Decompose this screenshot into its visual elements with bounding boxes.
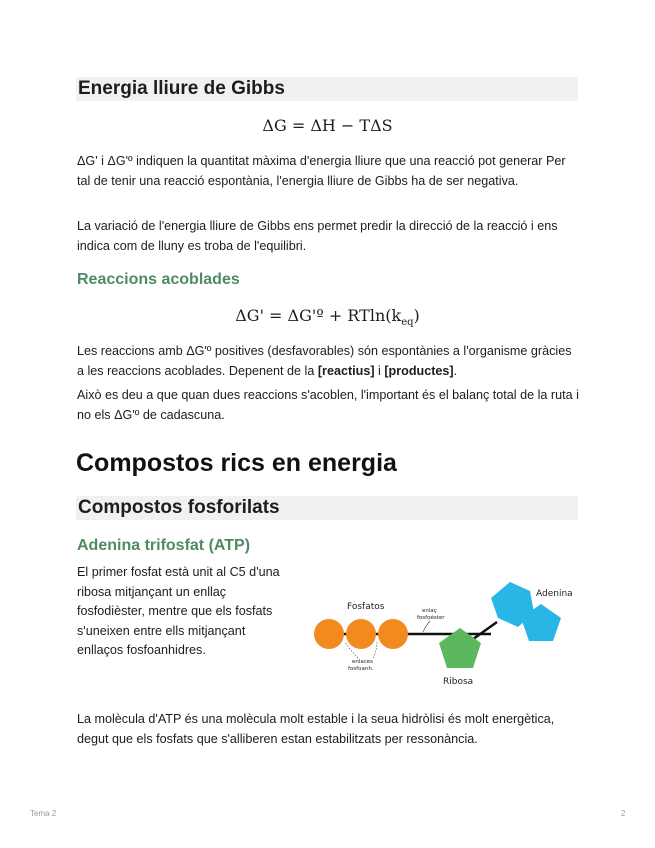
gibbs-paragraph-1: ΔG' i ΔG'º indiquen la quantitat màxima d'energia lliure que una reacció pot generar Per tal de tenir una reacció espontània, l'energia lliure de Gibbs ha de ser negativa. [77,154,566,188]
coupled-paragraph-1 [77,342,579,381]
atp-paragraph: El primer fosfat està unit al C5 d'una ribosa mitjançant un enllaç fosfodièster, mentre que els fosfats s'uneixen entre ells mitjançant enllaços fosfoanhidres. [77,565,280,657]
section-title-coupled: Reaccions acoblades [77,271,240,288]
ester-pointer [423,621,430,632]
coupled-paragraph-1-text: Les reaccions amb ΔG'º positives (desfavorables) són espontànies a l'organisme gràcies a les reaccions acoblades. Depenent de la [77,344,572,378]
gibbs-formula: ΔG = ΔH − TΔS [262,116,393,135]
coupled-formula [0,306,655,328]
atp-diagram [305,572,590,690]
section-title-phosphorylated: Compostos fosforilats [76,496,578,520]
label-anhydride-line1: enlaces [352,659,374,665]
formula-subscript: eq [401,317,414,329]
phosphate-2 [346,619,376,649]
label-phosphates: Fosfatos [347,602,385,612]
formula-main: ΔG' = ΔG'º + RTln(k [235,306,402,325]
label-ribose: Ribosa [443,677,474,687]
phosphate-1 [314,619,344,649]
closing-paragraph: La molècula d'ATP és una molècula molt estable i la seua hidròlisi és molt energètica, degut que els fosfats que s'alliberen estan estabilitzats per ressonància. [77,712,555,746]
reactants-bold: [reactius] [317,363,375,378]
anhydride-pointer-2 [373,642,377,658]
section-title-atp: Adenina trifosfat (ATP) [77,537,251,554]
label-anhydride-line2: fosfoanh. [348,666,374,672]
label-ester-line2: fosfoéster [417,615,445,621]
gibbs-paragraph-2: La variació de l'energia lliure de Gibbs ens permet predir la direcció de la reacció i ens indica com de lluny es troba de l'equilibri. [77,219,558,253]
footer-left: Tema 2 [30,809,57,818]
phosphate-3 [378,619,408,649]
section-title-compounds: Compostos rics en energia [76,449,397,477]
products-bold: [productes] [384,363,454,378]
coupled-paragraph-2: Això es deu a que quan dues reaccions s'acoblen, l'important és el balanç total de la ruta i no els ΔG'º de cadascuna. [77,388,579,422]
footer-page-number: 2 [621,809,626,818]
formula-close: ) [413,306,420,325]
label-adenine: Adenina [536,589,573,599]
section-title-gibbs: Energia lliure de Gibbs [76,77,578,101]
label-ester-line1: enlaç [422,608,437,614]
coupled-paragraph-1-mid: i [374,363,385,378]
coupled-paragraph-1-end: . [453,363,458,378]
